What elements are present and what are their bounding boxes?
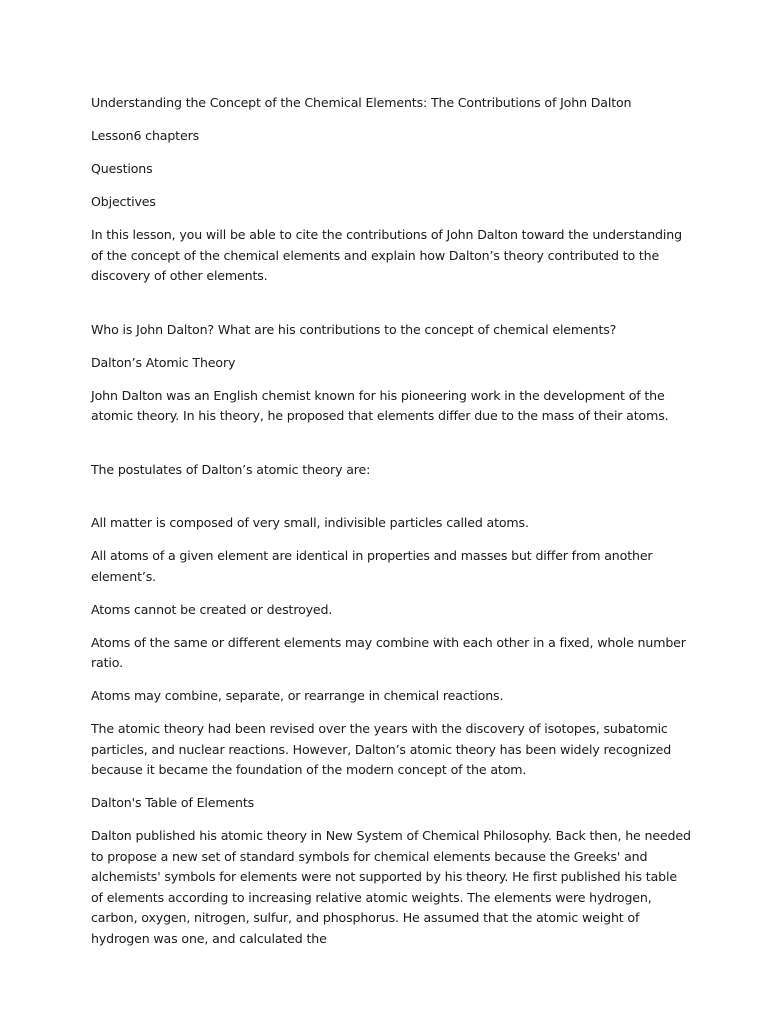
atomic-theory-heading: Dalton’s Atomic Theory (91, 354, 236, 370)
document-title: Understanding the Concept of the Chemical Elements: The Contributions of John Dalton (91, 95, 632, 110)
question-paragraph: Who is John Dalton? What are his contributions to the concept of chemical elements? (91, 321, 617, 337)
postulate-item: All matter is composed of very small, indivisible particles called atoms. (91, 515, 529, 530)
objectives-paragraph: In this lesson, you will be able to cite the contributions of John Dalton toward the understanding of the concept of the chemical elements and explain how Dalton’s theory contributed to the discovery of other elements. (91, 227, 682, 283)
dalton-intro-paragraph: John Dalton was an English chemist known for his pioneering work in the development of the atomic theory. In his theory, he proposed that elements differ due to the mass of their atoms. (91, 387, 669, 423)
document-body (91, 93, 691, 962)
postulate-item: Atoms may combine, separate, or rearrange in chemical reactions. (91, 688, 504, 703)
postulate-item: All atoms of a given element are identical in properties and masses but differ from another element’s. (91, 548, 653, 584)
objectives-heading: Objectives (91, 194, 156, 209)
revision-paragraph: The atomic theory had been revised over the years with the discovery of isotopes, subatomic particles, and nuclear reactions. However, Dalton’s atomic theory has been widely recognized because it became the foundation of the modern concept of the atom. (91, 721, 672, 777)
table-of-elements-paragraph: Dalton published his atomic theory in New System of Chemical Philosophy. Back then, he needed to propose a new set of standard symbols for chemical elements because the Greeks' and alchemists' symbols for elements were not supported by his theory. He first published his table of elements according to increasing relative atomic weights. The elements were hydrogen, carbon, oxygen, nitrogen, sulfur, and phosphorus. He assumed that the atomic weight of hydrogen was one, and calculated the (91, 828, 691, 946)
postulates-intro: The postulates of Dalton’s atomic theory are: (91, 461, 371, 477)
lesson-line: Lesson6 chapters (91, 128, 200, 143)
table-of-elements-heading: Dalton's Table of Elements (91, 795, 255, 810)
postulate-item: Atoms of the same or different elements may combine with each other in a fixed, whole number ratio. (91, 634, 686, 670)
postulate-item: Atoms cannot be created or destroyed. (91, 601, 333, 617)
questions-label: Questions (91, 161, 153, 176)
